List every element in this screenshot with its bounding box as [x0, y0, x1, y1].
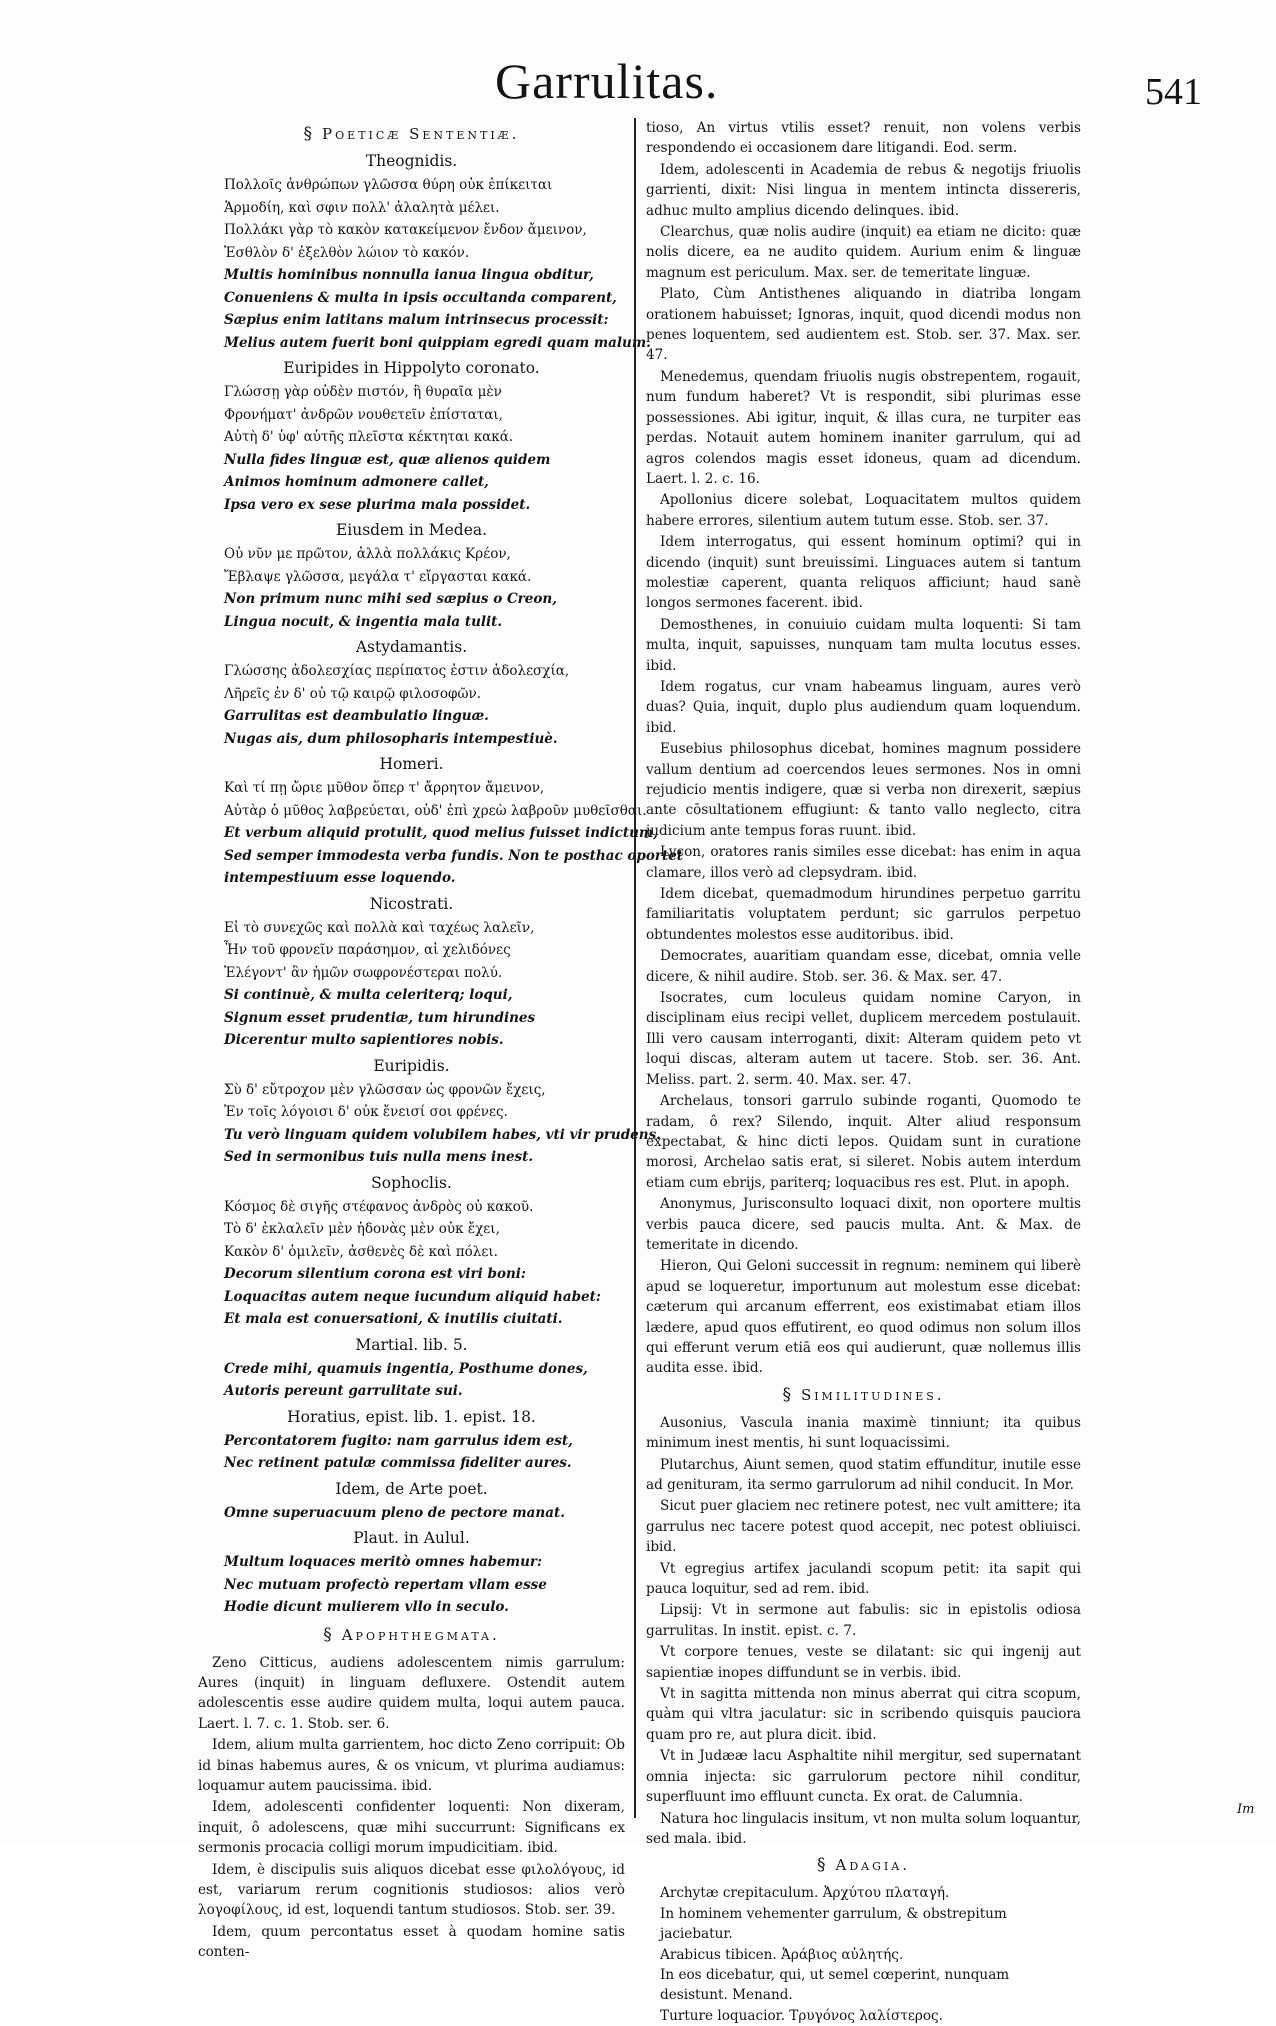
- similitude-paragraph: Vt corpore tenues, veste se dilatant: sic qui ingenij aut sapientiæ inopes diffundunt se in verbis. ibid.: [646, 1644, 1081, 1681]
- greek-verse-line: Γλώσσῃ γὰρ οὐδὲν πιστόν, ἣ θυραῖα μὲν: [224, 384, 502, 400]
- greek-verse-line: Σὺ δ' εὔτροχον μὲν γλῶσσαν ὡς φρονῶν ἔχεις,: [224, 1081, 546, 1098]
- greek-verse-line: Τὸ δ' ἐκλαλεῖν μὲν ἡδονὰς μὲν οὐκ ἔχει,: [224, 1221, 500, 1237]
- section-mark-icon: §: [323, 1624, 332, 1645]
- apophthegm-paragraph: Idem, adolescenti confidenter loquenti: Non dixeram, inquit, ô adolescens, quæ mihi succurrunt: Significans ex sermonis procacia colligi morum impudicitiam. ibid.: [198, 1799, 625, 1857]
- section-heading-text: Apophthegmata.: [341, 1625, 500, 1644]
- page-title: Garrulitas.: [495, 53, 719, 109]
- greek-verse-line: Ἐσθλὸν δ' ἐξελθὸν λώιον τὸ κακόν.: [224, 244, 470, 261]
- similitude-paragraph: Plutarchus, Aiunt semen, quod statim effunditur, inutile esse ad genituram, ita sermo garrulorum ad nihil conducit. In Mor.: [646, 1456, 1081, 1493]
- catchword: Im: [1237, 1802, 1255, 1817]
- similitude-paragraph: Vt egregius artifex jaculandi scopum petit: ita sapit qui pauca loquitur, sed ad rem. ibid.: [646, 1560, 1081, 1598]
- left-column: [198, 118, 684, 1961]
- apophthegm-paragraph: Idem interrogatus, qui essent hominum optimi? qui in dicendo (inquit) sunt breuissimi. Linguaces autem si tantum molestiæ caperent, quanta reliquos afficiunt; haud sanè longos sermones facerent. ibid.: [646, 534, 1081, 612]
- apophthegm-paragraph: Idem, quum percontatus esset à quodam homine satis conten-: [198, 1923, 625, 1961]
- apophthegm-paragraph: Hieron, Qui Geloni successit in regnum: neminem qui liberè apud se loqueretur, importunum aut molestum esse dicebat: cæterum qui arcanum efferrent, eos existimabat etiam illos lædere, apud quos effutirent, eo quod odimus non solum illos qui efferunt verum etiā eos qui audierunt, quæ nollemus illis audita esse. ibid.: [646, 1258, 1081, 1377]
- section-heading-text: Adagia.: [835, 1856, 910, 1875]
- poem-title: Theognidis.: [365, 152, 458, 170]
- greek-verse-line: Κόσμος δὲ σιγῆς στέφανος ἀνδρὸς οὐ κακοῦ.: [224, 1198, 534, 1215]
- greek-verse-line: Πολλάκι γὰρ τὸ κακὸν κατακείμενον ἔνδον ἄμεινον,: [224, 222, 587, 238]
- apophthegm-paragraph: Apollonius dicere solebat, Loquacitatem multos quidem habere errores, silentium autem tutum esse. Stob. ser. 37.: [646, 492, 1081, 529]
- similitude-paragraph: Natura hoc lingulacis insitum, vt non multa solum loquantur, sed mala. ibid.: [646, 1810, 1081, 1847]
- greek-verse-line: Εἰ τὸ συνεχῶς καὶ πολλὰ καὶ ταχέως λαλεῖν,: [224, 919, 535, 936]
- poem-title: Plaut. in Aulul.: [353, 1529, 470, 1547]
- apophthegm-paragraph: Idem, alium multa garrientem, hoc dicto Zeno corripuit: Ob id binas habemus aures, & os vnicum, vt plurima audiamus: loquamur autem paucissima. ibid.: [198, 1737, 625, 1794]
- latin-verse-line: Sed semper immodesta verba fundis. Non te posthac oportet: [224, 847, 684, 864]
- greek-verse-line: Κακὸν δ' ὁμιλεῖν, ἀσθενὲς δὲ καὶ πόλει.: [224, 1243, 498, 1260]
- poem-title: Euripidis.: [373, 1056, 450, 1075]
- latin-verse-line: Non primum nunc mihi sed sæpius o Creon,: [224, 591, 557, 607]
- greek-verse-line: Ἔβλαψε γλῶσσα, μεγάλα τ' εἴργασται κακά.: [224, 568, 532, 585]
- greek-verse-line: Αὐτὴ δ' ὑφ' αὑτῆς πλεῖστα κέκτηται κακά.: [224, 429, 514, 445]
- greek-verse-line: Λῆρεῖς ἐν δ' οὐ τῷ καιρῷ φιλοσοφῶν.: [224, 685, 481, 702]
- latin-verse-line: Et verbum aliquid protulit, quod melius fuisset indictum,: [224, 825, 658, 841]
- poem-title: Astydamantis.: [355, 638, 468, 656]
- similitude-paragraph: Vt in Judææ lacu Asphaltite nihil mergitur, sed supernatant omnia injecta: sic garrulorum pectore nihil conditur, superfluunt imo effluunt cuncta. Ex orat. de Calumnia.: [646, 1748, 1081, 1806]
- greek-verse-line: Γλώσσης ἀδολεσχίας περίπατος ἐστιν ἀδολεσχία,: [224, 663, 570, 679]
- adage-line: In eos dicebatur, qui, ut semel cœperint, nunquam desistunt. Menand.: [660, 1966, 1010, 2004]
- apophthegm-paragraph: Idem, è discipulis suis aliquos dicebat esse φιλολόγους, id est, variarum rerum cognitionis studiosos: alios verò λογοφίλους, id est, loquendi tantum studiosos. Stob. ser. 39.: [198, 1861, 625, 1919]
- greek-verse-line: Πολλοῖς ἀνθρώπων γλῶσσα θύρη οὐκ ἐπίκειται: [224, 177, 553, 193]
- greek-verse-line: Ἁρμοδίη, καὶ σφιν πολλ' ἀλαλητὰ μέλει.: [224, 199, 500, 216]
- similitude-paragraph: Vt in sagitta mittenda non minus aberrat qui citra scopum, quàm qui vltra jaculatur: sic in scribendo quisquis pauciora quam pro re, aut plura dicit. ibid.: [646, 1686, 1081, 1743]
- poem-title: Nicostrati.: [369, 894, 454, 913]
- latin-verse-line: Nugas ais, dum philosopharis intempestiuè.: [224, 730, 558, 747]
- adage-line: Archytæ crepitaculum. Ἀρχύτου πλαταγή.: [660, 1885, 950, 1902]
- latin-verse-line: Signum esset prudentiæ, tum hirundines: [224, 1009, 536, 1026]
- apophthegm-paragraph: Idem rogatus, cur vnam habeamus linguam, aures verò duas? Quia, inquit, duplo plus audiendum quam loquendum. ibid.: [646, 678, 1081, 736]
- latin-verse-line: Garrulitas est deambulatio linguæ.: [224, 708, 489, 724]
- latin-verse-line: Nec mutuam profectò repertam vllam esse: [224, 1576, 547, 1593]
- poem-title: Sophoclis.: [371, 1173, 452, 1192]
- greek-verse-line: Αὐτὰρ ὁ μῦθος λαβρεύεται, οὐδ' ἐπὶ χρεὼ λαβροῦν μυθεῖσθαι.: [224, 802, 647, 819]
- apophthegm-paragraph: Clearchus, quæ nolis audire (inquit) ea etiam ne dicito: quæ nolis dicere, ea ne audito quidem. Aurium enim & linguæ magnum est periculum. Max. ser. de temeritate linguæ.: [646, 224, 1081, 281]
- latin-verse-line: Hodie dicunt mulierem vllo in seculo.: [224, 1599, 509, 1615]
- section-heading-poeticae: [198, 124, 625, 144]
- latin-verse-line: Loquacitas autem neque iucundum aliquid habet:: [224, 1288, 601, 1305]
- section-heading-text: Poeticæ Sententiæ.: [322, 125, 520, 143]
- apophthegm-paragraph: Lycon, oratores ranis similes esse dicebat: has enim in aqua clamare, illos verò ad clepsydram. ibid.: [646, 844, 1081, 881]
- latin-verse-line: Tu verò linguam quidem volubilem habes, vti vir prudens.: [224, 1126, 661, 1143]
- section-heading-apophthegmata: [198, 1625, 625, 1645]
- poem-title: Homeri.: [379, 755, 444, 773]
- similitude-paragraph: Ausonius, Vascula inania maximè tinniunt; ita quibus minimum inest mentis, hi sunt loquacissimi.: [646, 1414, 1081, 1452]
- section-heading-text: Similitudines.: [800, 1385, 945, 1404]
- latin-verse-line: Et mala est conuersationi, & inutilis ciuitati.: [224, 1311, 563, 1327]
- apophthegm-paragraph: Archelaus, tonsori garrulo subinde roganti, Quomodo te radam, ô rex? Silendo, inquit. Alter aliud responsum expectabat, & hinc dicti lepos. Quidam sunt in curatione morosi, Archelao satis erat, si sileret. Nobis autem interdum etiam cum ebrijs, pariterq; loquacibus res est. Plut. in apoph.: [646, 1093, 1081, 1191]
- poem-list: [198, 152, 684, 1619]
- adage-line: Arabicus tibicen. Ἀράβιος αὐλητής.: [660, 1946, 904, 1963]
- apophthegm-paragraph: Menedemus, quendam friuolis nugis obstrepentem, rogauit, num fundum haberet? Vt is respondit, sibi plurimas esse possessiones. Abi igitur, inquit, & illas cura, ne turpiter eas perdas. Notauit autem hominem inaniter garrulum, qui ad agros colendos magis esset idoneus, quam ad dicendum. Laert. l. 2. c. 16.: [646, 368, 1081, 487]
- latin-verse-line: Decorum silentium corona est viri boni:: [224, 1266, 526, 1282]
- apophthegm-continued-list: [646, 118, 1081, 1379]
- poem-title: Idem, de Arte poet.: [335, 1479, 488, 1498]
- section-mark-icon: §: [817, 1855, 826, 1876]
- poem-title: Martial. lib. 5.: [355, 1335, 468, 1354]
- latin-verse-line: Sæpius enim latitans malum intrinsecus processit:: [224, 312, 609, 328]
- latin-verse-line: Sed in sermonibus tuis nulla mens inest.: [224, 1149, 534, 1165]
- latin-verse-line: Multum loquaces meritò omnes habemur:: [224, 1554, 543, 1570]
- apophthegm-paragraph: Zeno Citticus, audiens adolescentem nimis garrulum: Aures (inquit) in linguam defluxere. Ostendit autem adolescentis esse audire quidem multa, loqui autem pauca. Laert. l. 7. c. 1. Stob. ser. 6.: [198, 1654, 625, 1732]
- apophthegm-paragraph: Democrates, auaritiam quandam esse, dicebat, omnia velle dicere, & nihil audire. Stob. ser. 36. & Max. ser. 47.: [646, 948, 1081, 985]
- latin-verse-line: intempestiuum esse loquendo.: [224, 870, 456, 886]
- latin-verse-line: Animos hominum admonere callet,: [224, 474, 489, 490]
- similitude-list: [646, 1413, 1081, 1850]
- apophthegm-paragraph: Idem, adolescenti in Academia de rebus & negotijs friuolis garrienti, dixit: Nisi lingua in mentem intincta dissereris, adhuc multo amplius dicendo delinques. ibid.: [646, 161, 1081, 219]
- latin-verse-line: Omne superuacuum pleno de pectore manat.: [224, 1504, 565, 1521]
- latin-verse-line: Lingua nocuit, & ingentia mala tulit.: [224, 613, 503, 630]
- apophthegm-paragraph: Anonymus, Jurisconsulto loquaci dixit, non oportere multis verbis pauca dicere, sed paucis multa. Ant. & Max. de temeritate in dicendo.: [646, 1196, 1081, 1253]
- latin-verse-line: Dicerentur multo sapientiores nobis.: [224, 1032, 504, 1048]
- apophthegm-paragraph: Eusebius philosophus dicebat, homines magnum possidere vallum dentium ad coercendos leues sermones. Nos in omni rejudicio mentis indigere, quæ si verba non direxerit, sæpius ante cōsultationem effugiunt: & tanto vallo neglecto, citra judicium ante tempus foras ruunt. ibid.: [646, 741, 1081, 839]
- section-heading-adagia: [646, 1855, 1081, 1875]
- section-mark-icon: §: [303, 124, 313, 144]
- latin-verse-line: Percontatorem fugito: nam garrulus idem est,: [224, 1432, 573, 1449]
- poem-title: Euripides in Hippolyto coronato.: [283, 359, 540, 377]
- greek-verse-line: Ἐν τοῖς λόγοισι δ' οὐκ ἔνεισί σοι φρένες.: [224, 1104, 508, 1120]
- poem-title: Eiusdem in Medea.: [335, 521, 488, 539]
- adage-line: Turture loquacior. Τρυγόνος λαλίστερος.: [660, 2007, 943, 2024]
- section-mark-icon: §: [782, 1384, 791, 1405]
- latin-verse-line: Melius autem fuerit boni quippiam egredi quam malum.: [224, 334, 651, 351]
- latin-verse-line: Autoris pereunt garrulitate sui.: [224, 1383, 463, 1399]
- page-number: 541: [1145, 71, 1202, 113]
- latin-verse-line: Ipsa vero ex sese plurima mala possidet.: [224, 496, 531, 513]
- poem-title: Horatius, epist. lib. 1. epist. 18.: [287, 1407, 536, 1426]
- apophthegm-list: [198, 1653, 625, 1963]
- greek-verse-line: Ἐλέγοντ' ἂν ἡμῶν σωφρονέστεραι πολύ.: [224, 964, 503, 981]
- apophthegm-paragraph: Plato, Cùm Antisthenes aliquando in diatriba longam orationem habuisset; Ignoras, inquit, quod dicendi modus non penes loquentem, sed audientem est. Stob. ser. 37. Max. ser. 47.: [646, 286, 1081, 364]
- greek-verse-line: Φρονήματ' ἀνδρῶν νουθετεῖν ἐπίσταται,: [224, 406, 503, 423]
- column-divider: [634, 118, 636, 1818]
- apophthegm-paragraph: tioso, An virtus vtilis esset? renuit, non volens verbis respondendo ei occasionem dare litigandi. Eod. serm.: [646, 120, 1081, 157]
- apophthegm-paragraph: Demosthenes, in conuiuio cuidam multa loquenti: Si tam multa, inquit, sapuisses, nunquam tam multa locutus esses. ibid.: [646, 616, 1081, 674]
- latin-verse-line: Nulla fides linguæ est, quæ alienos quidem: [224, 451, 551, 468]
- right-column: [646, 118, 1081, 2024]
- similitude-paragraph: Lipsij: Vt in sermone aut fabulis: sic in epistolis odiosa garrulitas. In instit. epist. c. 7.: [646, 1602, 1081, 1639]
- greek-verse-line: Ἦν τοῦ φρονεῖν παράσημον, αἱ χελιδόνες: [224, 942, 511, 958]
- section-heading-similitudines: [646, 1385, 1081, 1405]
- adage-line: In hominem vehementer garrulum, & obstrepitum jaciebatur.: [660, 1905, 1007, 1943]
- latin-verse-line: Si continuè, & multa celeriterq; loqui,: [224, 987, 513, 1003]
- latin-verse-line: Multis hominibus nonnulla ianua lingua obditur,: [224, 267, 594, 283]
- latin-verse-line: Conueniens & multa in ipsis occultanda comparent,: [224, 289, 617, 306]
- greek-verse-line: Καὶ τί πῃ ὤριε μῦθον ὅπερ τ' ἄρρητον ἄμεινον,: [224, 780, 545, 796]
- similitude-paragraph: Sicut puer glaciem nec retinere potest, nec vult amittere; ita garrulus nec tacere potest quod accepit, nec potest obliuisci. ibid.: [646, 1498, 1081, 1556]
- latin-verse-line: Crede mihi, quamuis ingentia, Posthume dones,: [224, 1360, 588, 1377]
- apophthegm-paragraph: Idem dicebat, quemadmodum hirundines perpetuo garritu familiaritatis voluptatem perdunt; sic garrulos perpetuo obtundentes molestos esse auditoribus. ibid.: [646, 886, 1081, 943]
- apophthegm-paragraph: Isocrates, cum loculeus quidam nomine Caryon, in disciplinam eius recipi vellet, duplicem mercedem postulauit. Illi vero causam interroganti, dixit: Alteram quidem peto vt loqui discas, alteram autem ut tacere. Stob. ser. 36. Ant. Meliss. part. 2. serm. 40. Max. ser. 47.: [646, 990, 1081, 1088]
- adage-list: [646, 1883, 1081, 2026]
- latin-verse-line: Nec retinent patulæ commissa fideliter aures.: [224, 1455, 572, 1471]
- greek-verse-line: Οὐ νῦν με πρῶτον, ἀλλὰ πολλάκις Κρέον,: [224, 546, 511, 562]
